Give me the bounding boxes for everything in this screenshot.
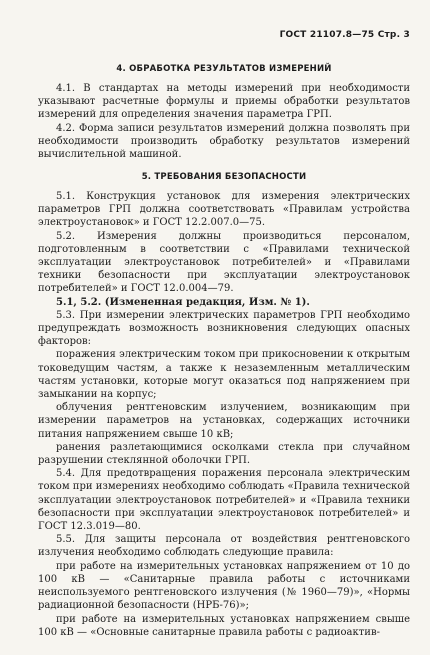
section-4-title: 4. ОБРАБОТКА РЕЗУЛЬТАТОВ ИЗМЕРЕНИЙ bbox=[116, 64, 332, 74]
running-header: ГОСТ 21107.8—75 Стр. 3 bbox=[279, 30, 410, 40]
rule-over-100kv: при работе на измерительных установках напряжением свыше 100 кВ — «Основные санитарные правила работы с радиоактив- bbox=[38, 613, 410, 638]
section-4-body bbox=[38, 82, 410, 161]
paragraph-4-2: 4.2. Форма записи результатов измерений должна позволять при необходимости производить обработку результатов измерений вычислительной машиной. bbox=[38, 122, 410, 161]
rule-10-100kv: при работе на измерительных установках напряжением от 10 до 100 кВ — «Санитарные правила работы с источниками неиспользуемого рентгеновского излучения (№ 1960—79)», «Нормы радиационной безопасности (НРБ-76)»; bbox=[38, 560, 410, 612]
section-5-title: 5. ТРЕБОВАНИЯ БЕЗОПАСНОСТИ bbox=[141, 172, 307, 182]
hazard-glass: ранения разлетающимися осколками стекла при случайном разрушении стеклянной оболочки ГРП. bbox=[38, 441, 410, 467]
paragraph-4-1: 4.1. В стандартах на методы измерений при необходимости указывают расчетные формулы и приемы обработки результатов измерений для определения значения параметра ГРП. bbox=[38, 83, 410, 121]
paragraph-5-4: 5.4. Для предотвращения поражения персонала электрическим током при измерениях необходимо соблюдать «Правила технической эксплуатации электроустановок потребителей» и «Правила техники безопасности при эксплуатации электроустановок потребителей» и ГОСТ 12.3.019—80. bbox=[38, 468, 410, 533]
paragraph-5-1: 5.1. Конструкция установок для измерения электрических параметров ГРП должна соответствовать «Правилам устройства электроустановок» и ГОСТ 12.2.007.0—75. bbox=[38, 191, 410, 229]
paragraph-5-2: 5.2. Измерения должны производиться персоналом, подготовленным в соответствии с «Правилами технической эксплуатации электроустановок потребителей» и «Правилами техники безопасности при эксплуатации электроустановок потребителей» и ГОСТ 12.0.004—79. bbox=[38, 230, 410, 295]
hazard-x-ray: облучения рентгеновским излучением, возникающим при измерении параметров на установках, содержащих источники питания напряжением свыше 10 кВ; bbox=[38, 402, 410, 440]
paragraph-5-3: 5.3. При измерении электрических параметров ГРП необходимо предупреждать возможность возникновения следующих опасных факторов: bbox=[38, 309, 410, 348]
amendment-note: 5.1, 5.2. (Измененная редакция, Изм. № 1). bbox=[56, 296, 310, 308]
section-5-body bbox=[38, 190, 410, 639]
paragraph-5-5: 5.5. Для защиты персонала от воздействия рентгеновского излучения необходимо соблюдать следующие правила: bbox=[38, 534, 410, 559]
hazard-electric-shock: поражения электрическим током при прикосновении к открытым токоведущим частям, а также к незаземленным металлическим частям установки, которые могут оказаться под напряжением при замыкании на корпус; bbox=[38, 349, 410, 401]
